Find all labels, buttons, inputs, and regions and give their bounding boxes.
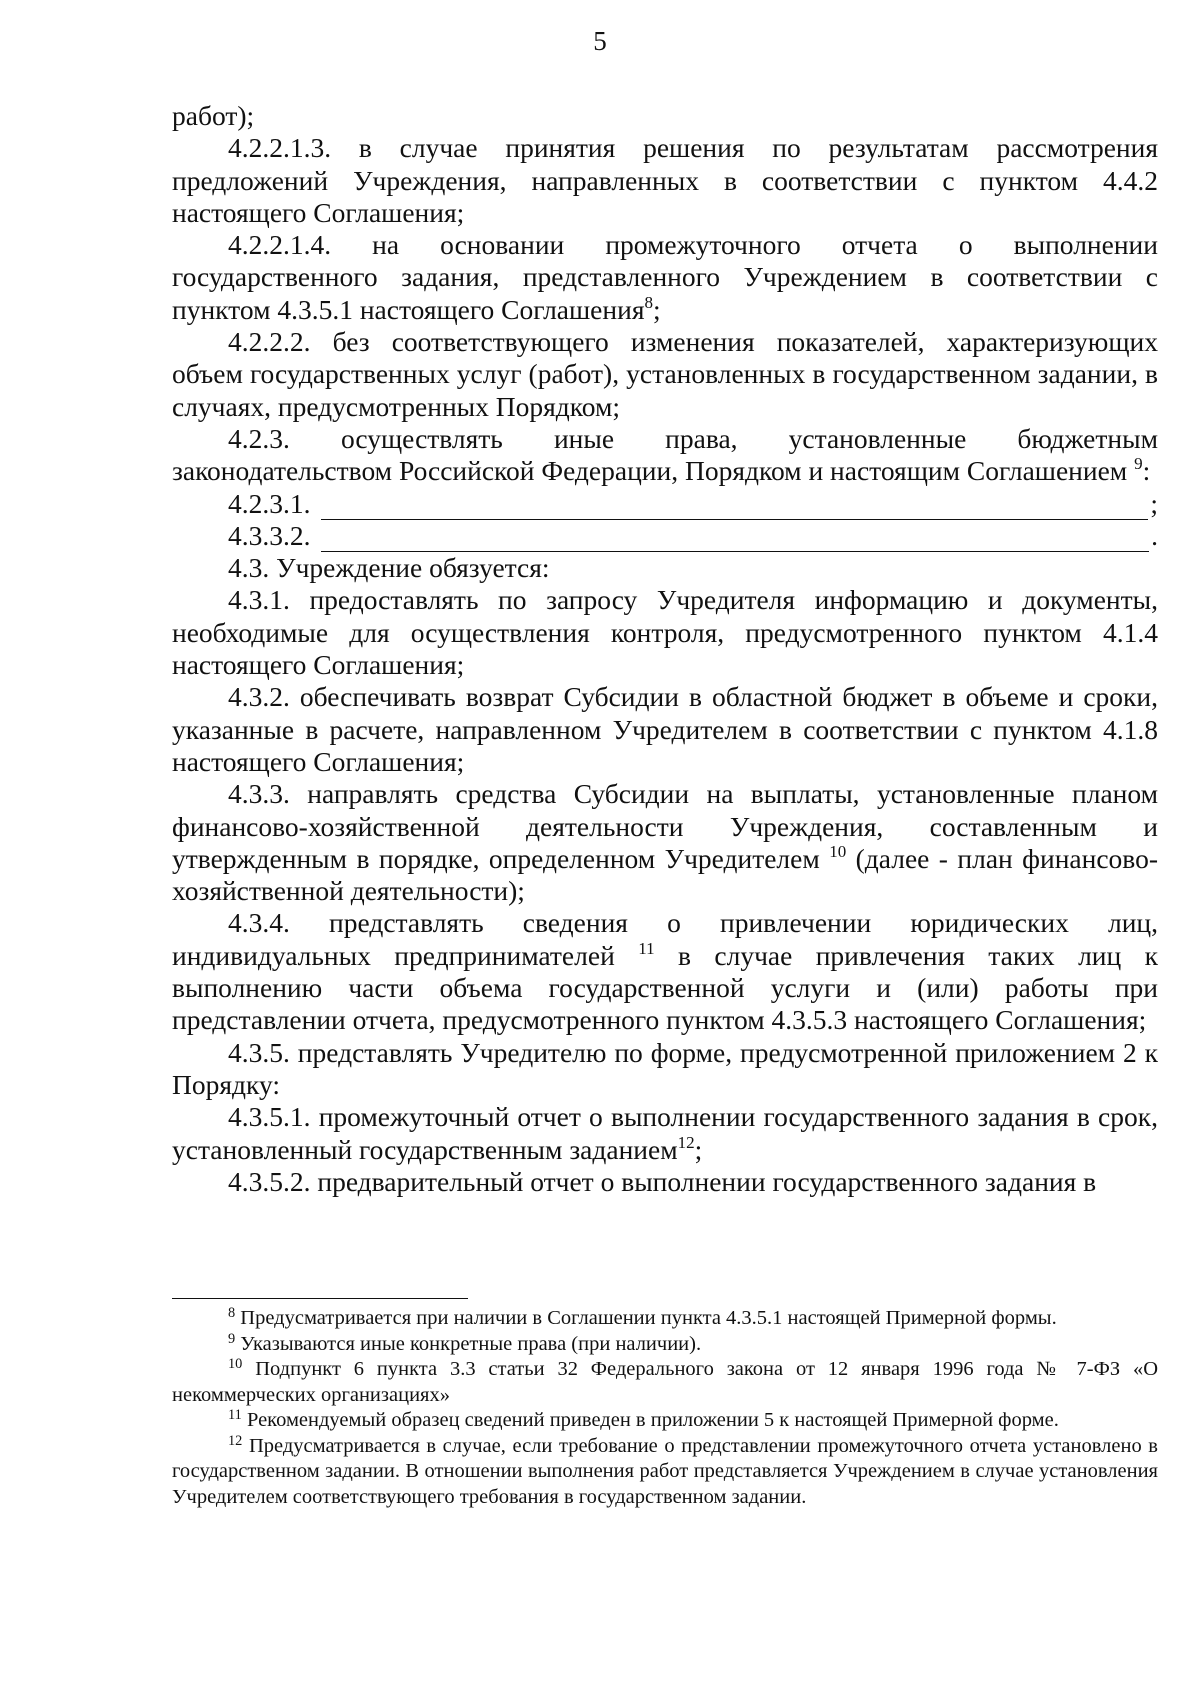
clause-4-3-2: 4.3.2. обеспечивать возврат Субсидии в областной бюджет в объеме и сроки, указанные в расчете, направленном Учредителем в соответствии с пунктом 4.1.8 настоящего Соглашения; (172, 681, 1158, 777)
fill-in-row-4-2-3-1 (172, 488, 1158, 520)
footnote-10: $^{10}$ Подпункт 6 пункта 3.3 статьи 32 Федерального закона от 12 января 1996 года № 7-ФЗ «О некоммерческих организациях» (172, 1355, 1158, 1406)
document-body (172, 100, 1158, 1198)
clause-4-3-1: 4.3.1. предоставлять по запросу Учредителя информацию и документы, необходимые для осуществления контроля, предусмотренного пунктом 4.1.4 настоящего Соглашения; (172, 584, 1158, 681)
footnotes (172, 1306, 1158, 1510)
footnote-8: $^8$ Предусматривается при наличии в Соглашении пункта 4.3.5.1 настоящей Примерной формы. (228, 1304, 1057, 1329)
clause-4-3-5-2: 4.3.5.2. предварительный отчет о выполнении государственного задания в (228, 1165, 1097, 1197)
clause-4-2-2-1-4: 4.2.2.1.4. на основании промежуточного отчета о выполнении государственного задания, представленного Учреждением в соответствии с пунктом 4.3.5.1 настоящего Соглашения$^8$; (172, 229, 1158, 325)
footnote-mark: 12 (228, 1432, 243, 1449)
footnote-mark: 11 (228, 1406, 242, 1423)
clause-4-3-4: 4.3.4. представлять сведения о привлечении юридических лиц, индивидуальных предпринимателей $^{11}$ в случае привлечения таких лиц к выполнению части объема государственной услуги и (или) работы при представлении отчета, предусмотренного пунктом 4.3.5.3 настоящего Соглашения; (172, 907, 1158, 1036)
footnote-ref-9: 9 (1134, 454, 1143, 474)
fill-in-terminator: . (1151, 519, 1158, 551)
blank-fill-line (321, 526, 1150, 552)
clause-4-3: 4.3. Учреждение обязуется: (228, 552, 550, 584)
clause-4-3-3: 4.3.3. направлять средства Субсидии на выплаты, установленные планом финансово-хозяйственной деятельности Учреждения, составленным и утвержденным в порядке, определенном Учредителем $^{10}$ (далее - план финансово-хозяйственной деятельности); (172, 778, 1159, 907)
page-number: 5 (593, 26, 607, 56)
clause-4-2-2-2: 4.2.2.2. без соответствующего изменения показателей, характеризующих объем государственных услуг (работ), установленных в государственном задании, в случаях, предусмотренных Порядком; (172, 326, 1158, 422)
paragraph-continuation: работ); (172, 100, 255, 131)
clause-4-2-2-1-3: 4.2.2.1.3. в случае принятия решения по результатам рассмотрения предложений Учреждения, направленных в соответствии с пунктом 4.4.2 настоящего Соглашения; (172, 132, 1158, 228)
footnote-12: $^{12}$ Предусматривается в случае, если требование о представлении промежуточного отчета установлено в государственном задании. В отношении выполнения работ представляется Учреждением в случае установления Учредителем соответствующего требования в государственном задании. (172, 1432, 1158, 1508)
footnote-ref-12: 12 (677, 1132, 695, 1152)
fill-in-terminator: ; (1150, 487, 1158, 519)
clause-4-3-5: 4.3.5. представлять Учредителю по форме, предусмотренной приложением 2 к Порядку: (172, 1036, 1158, 1100)
footnote-ref-8: 8 (644, 292, 653, 312)
footnote-11: $^{11}$ Рекомендуемый образец сведений приведен в приложении 5 к настоящей Примерной форме. (228, 1406, 1059, 1431)
footnote-separator (172, 1298, 468, 1299)
blank-fill-line (321, 494, 1149, 520)
footnote-mark: 8 (228, 1304, 236, 1321)
fill-in-label: 4.2.3.1. (228, 487, 311, 519)
footnote-mark: 9 (228, 1330, 236, 1347)
clause-4-3-5-1: 4.3.5.1. промежуточный отчет о выполнении государственного задания в срок, установленный государственным заданием$^{12}$; (172, 1101, 1158, 1165)
footnote-mark: 10 (228, 1355, 243, 1372)
clause-4-2-3: 4.2.3. осуществлять иные права, установленные бюджетным законодательством Российской Федерации, Порядком и настоящим Соглашением $^9$: (172, 422, 1158, 487)
footnote-ref-11: 11 (638, 938, 655, 958)
fill-in-label: 4.3.3.2. (228, 519, 311, 551)
footnote-9: $^9$ Указываются иные конкретные права (при наличии). (228, 1330, 702, 1355)
footnote-ref-10: 10 (829, 841, 847, 861)
fill-in-row-4-3-3-2 (172, 520, 1158, 552)
